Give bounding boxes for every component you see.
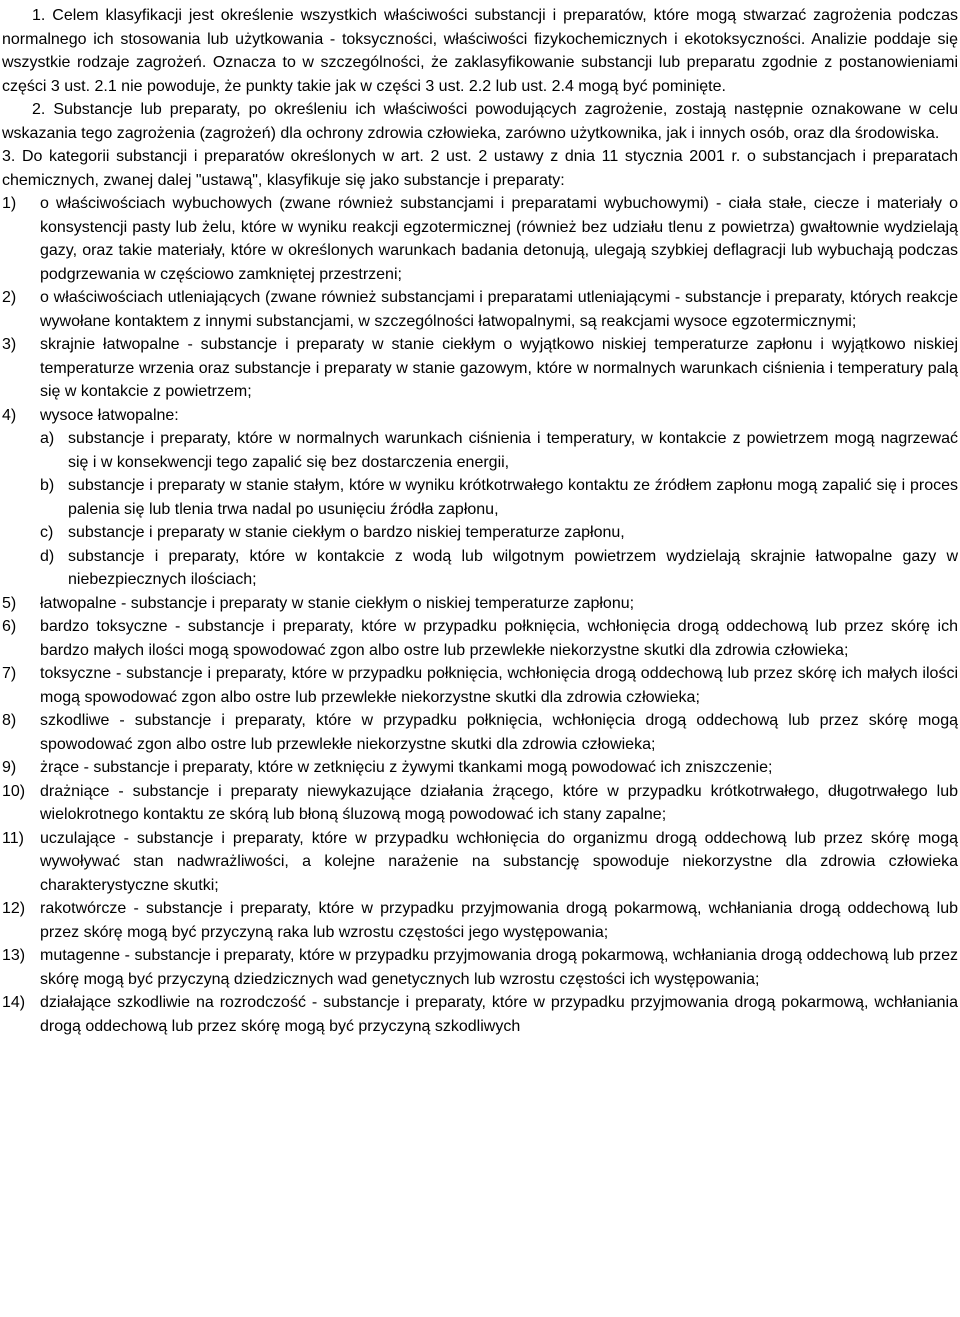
list-item-container: [40, 404, 958, 592]
list-item: [2, 592, 958, 616]
list-item-text: drażniące - substancje i preparaty niewykazujące działania żrącego, które w przypadku krótkotrwałego, długotrwałego lub wielokrotnego kontaktu ze skórą lub błoną śluzową mogą powodować ich stany zapalne;: [40, 782, 958, 823]
list-item-number: 8): [2, 712, 17, 729]
list-item: [2, 991, 958, 1038]
list-item-text: rakotwórcze - substancje i preparaty, które w przypadku przyjmowania drogą pokarmową, wchłaniania drogą oddechową lub przez skórę mogą być przyczyną raka lub wzrostu częstości jego występowania;: [40, 900, 958, 941]
list-item-text: mutagenne - substancje i preparaty, które w przypadku przyjmowania drogą pokarmową, wchłaniania drogą oddechową lub przez skórę mogą być przyczyną dziedzicznych wad genetycznych lub wzrostu częstości ich występowania;: [40, 947, 958, 988]
list-item-number: 10): [2, 782, 26, 800]
list-item-number: 9): [2, 759, 17, 776]
list-item: [2, 780, 958, 827]
list-item-text: żrące - substancje i preparaty, które w zetknięciu z żywymi tkankami mogą powodować ich zniszczenie;: [40, 759, 773, 776]
list-item-number: 1): [2, 195, 17, 212]
paragraph-3: 3. Do kategorii substancji i preparatów określonych w art. 2 ust. 2 ustawy z dnia 11 stycznia 2001 r. o substancjach i preparatach chemicznych, zwanej dalej "ustawą", klasyfikuje się jako substancje i preparaty:: [2, 148, 958, 189]
list-item: [2, 286, 958, 333]
list-item-number: 13): [2, 947, 26, 964]
sub-list-item-text: substancje i preparaty, które w kontakcie z wodą lub wilgotnym powietrzem wydzielają skrajnie łatwopalne gazy w niebezpiecznych ilościach;: [68, 547, 958, 588]
list-item: [2, 756, 958, 780]
list-item: [2, 615, 958, 662]
list-item: [2, 944, 958, 991]
list-item-text: łatwopalne - substancje i preparaty w stanie ciekłym o niskiej temperaturze zapłonu;: [40, 594, 635, 612]
list-item-number: 12): [2, 900, 26, 917]
list-item-number: 2): [2, 289, 17, 306]
list-item-text: bardzo toksyczne - substancje i preparaty, które w przypadku połknięcia, wchłonięcia drogą oddechową lub przez skórę ich bardzo małych ilości mogą spowodować zgon albo ostre lub przewlekłe niekorzystne skutki dla zdrowia człowieka;: [40, 618, 958, 659]
list-item-text: o właściwościach wybuchowych (zwane również substancjami i preparatami wybuchowymi) - ciała stałe, ciecze i materiały o konsystencji pasty lub żelu, które w wyniku reakcji egzotermicznej (również bez udziału tlenu z powietrza) gwałtownie wydzielają gazy, oraz takie materiały, które w określonych warunkach badania detonują, ulegają szybkiej deflagracji lub wybuchają podczas podgrzewania w częściowo zamkniętej przestrzeni;: [40, 195, 958, 283]
paragraph-2: 2. Substancje lub preparaty, po określeniu ich właściwości powodujących zagrożenie, zostają następnie oznakowane w celu wskazania tego zagrożenia (zagrożeń) dla ochrony zdrowia człowieka, zarówno użytkownika, jak i innych osób, oraz dla środowiska.: [2, 101, 958, 142]
list-item: [2, 404, 958, 592]
list-item-text: wysoce łatwopalne:: [40, 406, 179, 424]
sub-list-item: [40, 521, 958, 545]
list-item-text: uczulające - substancje i preparaty, które w przypadku wchłonięcia do organizmu drogą oddechową lub przez skórę mogą wywoływać stan nadwrażliwości, a kolejne narażenie na substancję spowoduje niekorzystne dla zdrowia człowieka charakterystyczne skutki;: [40, 829, 958, 894]
sub-list-item-letter: a): [40, 430, 55, 447]
category-list: [2, 192, 958, 1038]
sub-list-item: [40, 427, 958, 474]
list-item-number: 7): [2, 665, 17, 682]
list-item: [2, 709, 958, 756]
list-item-number: 11): [2, 829, 24, 847]
sub-list-item-text: substancje i preparaty w stanie stałym, które w wyniku krótkotrwałego kontaktu ze źródłem zapłonu mogą zapalić się i proces palenia się lub tlenia trwa nadal po usunięciu źródła zapłonu,: [68, 477, 958, 518]
list-item-number: 5): [2, 594, 17, 612]
list-item: [2, 662, 958, 709]
sub-list-item-text: substancje i preparaty w stanie ciekłym o bardzo niskiej temperaturze zapłonu,: [68, 524, 625, 541]
list-item-text: szkodliwe - substancje i preparaty, które w przypadku połknięcia, wchłonięcia drogą oddechową lub przez skórę mogą spowodować zgon albo ostre lub przewlekłe niekorzystne skutki dla zdrowia człowieka;: [40, 712, 958, 753]
list-item-number: 3): [2, 336, 17, 353]
sub-list: [40, 427, 958, 592]
list-item-number: 6): [2, 618, 17, 635]
list-item-number: 4): [2, 406, 17, 424]
list-item: [2, 192, 958, 286]
list-item-text: działające szkodliwie na rozrodczość - substancje i preparaty, które w przypadku przyjmowania drogą pokarmową, wchłaniania drogą oddechową lub przez skórę mogą być przyczyną szkodliwych: [40, 994, 958, 1035]
list-item: [2, 897, 958, 944]
list-item-text: skrajnie łatwopalne - substancje i preparaty w stanie ciekłym o wyjątkowo niskiej temperaturze zapłonu i wyjątkowo niskiej temperaturze wrzenia oraz substancje i preparaty w stanie gazowym, które w normalnych warunkach ciśnienia i temperatury palą się w kontakcie z powietrzem;: [40, 336, 958, 400]
sub-list-item-letter: d): [40, 547, 55, 565]
list-item: [2, 827, 958, 898]
sub-list-item: [40, 474, 958, 521]
sub-list-item-text: substancje i preparaty, które w normalnych warunkach ciśnienia i temperatury, w kontakcie z powietrzem mogą nagrzewać się i w konsekwencji tego zapalić się bez dostarczenia energii,: [68, 430, 958, 471]
list-item-text: o właściwościach utleniających (zwane również substancjami i preparatami utleniającymi - substancje i preparaty, których reakcje wywołane kontaktem z innymi substancjami, w szczególności łatwopalnymi, są reakcjami wysoce egzotermicznymi;: [40, 289, 958, 330]
sub-list-item-letter: b): [40, 477, 55, 494]
list-item-text: toksyczne - substancje i preparaty, które w przypadku połknięcia, wchłonięcia drogą oddechową lub przez skórę ich małych ilości mogą spowodować zgon albo ostre lub przewlekłe niekorzystne skutki dla zdrowia człowieka;: [40, 665, 958, 706]
sub-list-item-letter: c): [40, 524, 54, 541]
list-item: [2, 333, 958, 404]
sub-list-item: [40, 545, 958, 592]
list-item-number: 14): [2, 994, 26, 1011]
paragraph-1: 1. Celem klasyfikacji jest określenie wszystkich właściwości substancji i preparatów, które mogą stwarzać zagrożenia podczas normalnego ich stosowania lub użytkowania - toksyczności, właściwości fizykochemicznych i ekotoksyczności. Analizie poddaje się wszystkie rodzaje zagrożeń. Oznacza to w szczególności, że zaklasyfikowanie substancji lub preparatu zgodnie z postanowieniami części 3 ust. 2.1 nie powoduje, że punkty takie jak w części 3 ust. 2.2 lub ust. 2.4 mogą być pominięte.: [2, 7, 958, 95]
